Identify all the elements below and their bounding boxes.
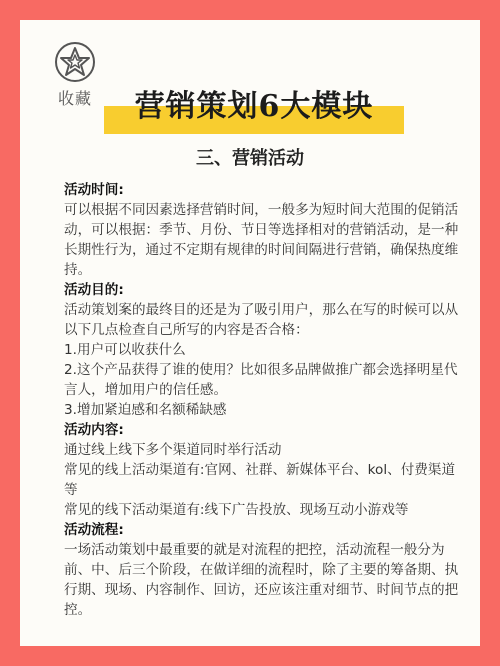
heading-activity-goal: 活动目的: bbox=[64, 282, 124, 298]
heading-activity-flow: 活动流程: bbox=[64, 522, 124, 538]
paragraph: 常见的线上活动渠道有:官网、社群、新媒体平台、kol、付费渠道等 bbox=[64, 462, 456, 498]
favorite-badge[interactable] bbox=[46, 40, 104, 132]
paragraph: 常见的线下活动渠道有:线下广告投放、现场互动小游戏等 bbox=[64, 502, 409, 518]
paragraph: 通过线上线下多个渠道同时举行活动 bbox=[64, 442, 282, 458]
list-item: 3.增加紧迫感和名额稀缺感 bbox=[64, 402, 227, 418]
paragraph: 可以根据不同因素选择营销时间，一般多为短时间大范围的促销活动，可以根据：季节、月份、节日等选择相对的营销活动，是一种长期性行为，通过不定期有规律的时间间隔进行营销，确保热度维持。 bbox=[64, 202, 459, 278]
list-item: 1.用户可以收获什么 bbox=[64, 342, 186, 358]
section-content bbox=[64, 180, 460, 620]
list-item: 2.这个产品获得了谁的使用？比如很多品牌做推广都会选择明星代言人，增加用户的信任感。 bbox=[64, 362, 458, 398]
title-banner bbox=[104, 78, 404, 136]
badge-label: 收藏 bbox=[57, 89, 92, 108]
content-card bbox=[20, 20, 480, 646]
heading-activity-content: 活动内容: bbox=[64, 422, 124, 438]
paragraph: 活动策划案的最终目的还是为了吸引用户，那么在写的时候可以从以下几点检查自己所写的内容是否合格： bbox=[64, 302, 459, 338]
page-title: 营销策划6大模块 bbox=[134, 89, 374, 124]
section-title: 三、营销活动 bbox=[196, 148, 304, 169]
heading-activity-time: 活动时间: bbox=[64, 182, 124, 198]
star-icon bbox=[53, 40, 97, 84]
paragraph: 一场活动策划中最重要的就是对流程的把控，活动流程一般分为前、中、后三个阶段，在做详细的流程时，除了主要的筹备期、执行期、现场、内容制作、回访，还应该注重对细节、时间节点的把控。 bbox=[64, 542, 459, 618]
